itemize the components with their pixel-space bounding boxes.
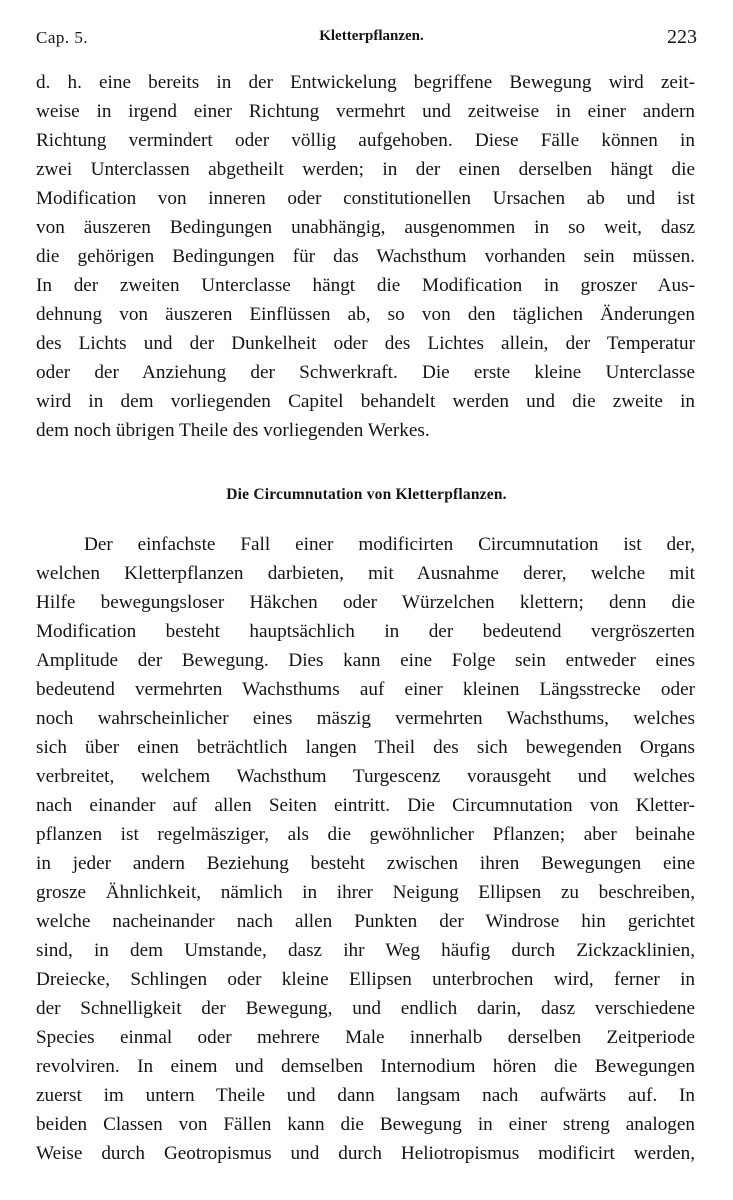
- text-line: dehnung von äuszeren Einflüssen ab, so von den täglichen Änderungen: [36, 304, 695, 325]
- text-line: Dreiecke, Schlingen oder kleine Ellipsen unterbrochen wird, ferner in: [36, 969, 695, 990]
- text-line: Species einmal oder mehrere Male innerhalb derselben Zeitperiode: [36, 1027, 695, 1048]
- text-line: der Schnelligkeit der Bewegung, und endlich darin, dasz verschiedene: [36, 998, 695, 1019]
- paragraph-2: [36, 530, 695, 1168]
- running-title: Kletterpflanzen.: [319, 28, 424, 44]
- text-line: Modification besteht hauptsächlich in der bedeutend vergröszerten: [36, 621, 695, 642]
- text-line: Weise durch Geotropismus und durch Heliotropismus modificirt werden,: [36, 1143, 695, 1164]
- text-line: beiden Classen von Fällen kann die Bewegung in einer streng analogen: [36, 1114, 695, 1135]
- text-line: weise in irgend einer Richtung vermehrt und zeitweise in einer andern: [36, 101, 695, 122]
- text-line: welche nacheinander nach allen Punkten der Windrose hin gerichtet: [36, 911, 695, 932]
- text-line: die gehörigen Bedingungen für das Wachsthum vorhanden sein müssen.: [36, 246, 695, 267]
- page-number: 223: [667, 26, 697, 48]
- text-line: in jeder andern Beziehung besteht zwischen ihren Bewegungen eine: [36, 853, 695, 874]
- text-line: Hilfe bewegungsloser Häkchen oder Würzelchen klettern; denn die: [36, 592, 695, 613]
- text-line: Richtung vermindert oder völlig aufgehoben. Diese Fälle können in: [36, 130, 695, 151]
- text-line: oder der Anziehung der Schwerkraft. Die erste kleine Unterclasse: [36, 362, 695, 383]
- text-line: des Lichts und der Dunkelheit oder des Lichtes allein, der Temperatur: [36, 333, 695, 354]
- text-line: revolviren. In einem und demselben Internodium hören die Bewegungen: [36, 1056, 695, 1077]
- text-line: Amplitude der Bewegung. Dies kann eine Folge sein entweder eines: [36, 650, 695, 671]
- paragraph-1: [36, 68, 695, 445]
- text-line: sich über einen beträchtlich langen Theil des sich bewegenden Organs: [36, 737, 695, 758]
- text-line: grosze Ähnlichkeit, nämlich in ihrer Neigung Ellipsen zu beschreiben,: [36, 882, 695, 903]
- text-line: pflanzen ist regelmäsziger, als die gewöhnlicher Pflanzen; aber beinahe: [36, 824, 695, 845]
- chapter-label: Cap. 5.: [36, 28, 89, 47]
- text-line: verbreitet, welchem Wachsthum Turgescenz vorausgeht und welches: [36, 766, 695, 787]
- text-line: bedeutend vermehrten Wachsthums auf einer kleinen Längsstrecke oder: [36, 679, 695, 700]
- text-line: sind, in dem Umstande, dasz ihr Weg häufig durch Zickzacklinien,: [36, 940, 695, 961]
- section-heading: Die Circumnutation von Kletterpflanzen.: [226, 486, 507, 503]
- text-line: von äuszeren Bedingungen unabhängig, ausgenommen in so weit, dasz: [36, 217, 695, 238]
- text-line: dem noch übrigen Theile des vorliegenden Werkes.: [36, 420, 430, 441]
- text-line: d. h. eine bereits in der Entwickelung begriffene Bewegung wird zeit-: [36, 72, 695, 93]
- text-line: zwei Unterclassen abgetheilt werden; in der einen derselben hängt die: [36, 159, 695, 180]
- text-line: Modification von inneren oder constitutionellen Ursachen ab und ist: [36, 188, 695, 209]
- text-line: Der einfachste Fall einer modificirten Circumnutation ist der,: [84, 534, 695, 555]
- running-head: [36, 26, 697, 54]
- text-line: zuerst im untern Theile und dann langsam nach aufwärts auf. In: [36, 1085, 695, 1106]
- text-line: wird in dem vorliegenden Capitel behandelt werden und die zweite in: [36, 391, 695, 412]
- text-line: nach einander auf allen Seiten eintritt. Die Circumnutation von Kletter-: [36, 795, 695, 816]
- text-line: noch wahrscheinlicher eines mäszig vermehrten Wachsthums, welches: [36, 708, 695, 729]
- text-line: In der zweiten Unterclasse hängt die Modification in groszer Aus-: [36, 275, 695, 296]
- text-line: welchen Kletterpflanzen darbieten, mit Ausnahme derer, welche mit: [36, 563, 695, 584]
